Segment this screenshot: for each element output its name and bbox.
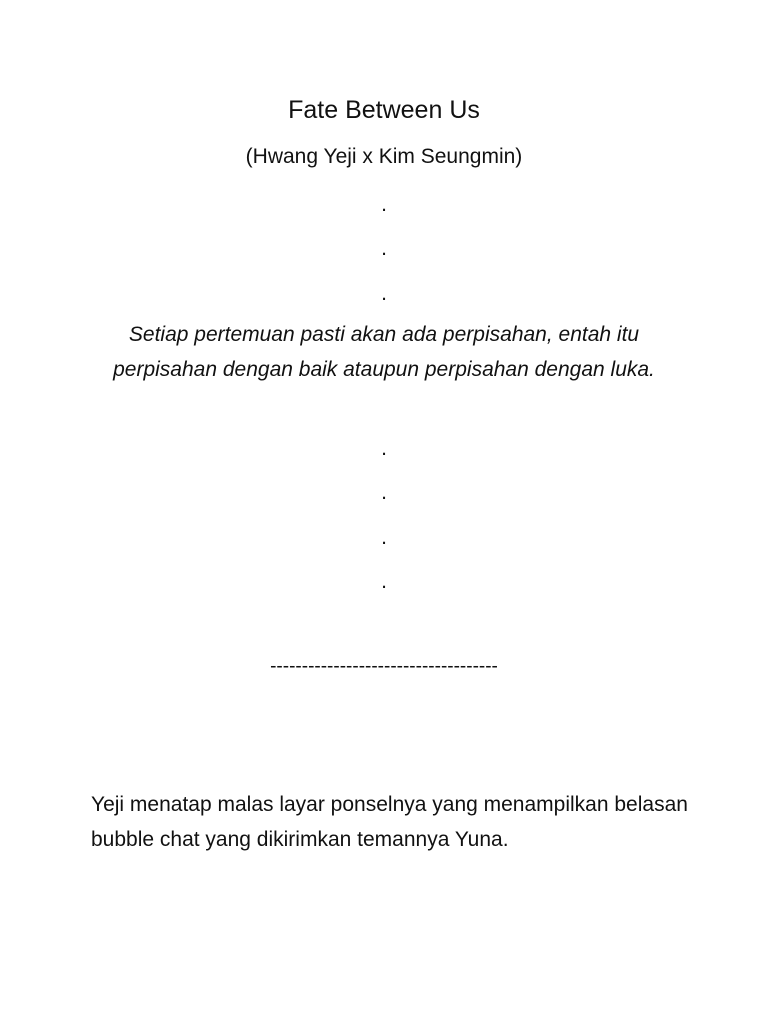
story-subtitle: (Hwang Yeji x Kim Seungmin) xyxy=(245,145,523,168)
dot-separator: . xyxy=(381,481,387,504)
dot-separator: . xyxy=(381,437,387,460)
dot-separator: . xyxy=(381,193,387,216)
dot-separator: . xyxy=(381,237,387,260)
dot-separator: . xyxy=(381,570,387,593)
dot-separator: . xyxy=(381,282,387,305)
body-paragraph: Yeji menatap malas layar ponselnya yang menampilkan belasan bubble chat yang dikirimkan temannya Yuna. xyxy=(91,793,688,851)
opening-quote: Setiap pertemuan pasti akan ada perpisahan, entah itu perpisahan dengan baik ataupun perpisahan dengan luka. xyxy=(113,323,655,381)
story-title: Fate Between Us xyxy=(288,96,480,124)
section-divider: ------------------------------------ xyxy=(270,656,498,677)
dot-separator: . xyxy=(381,526,387,549)
